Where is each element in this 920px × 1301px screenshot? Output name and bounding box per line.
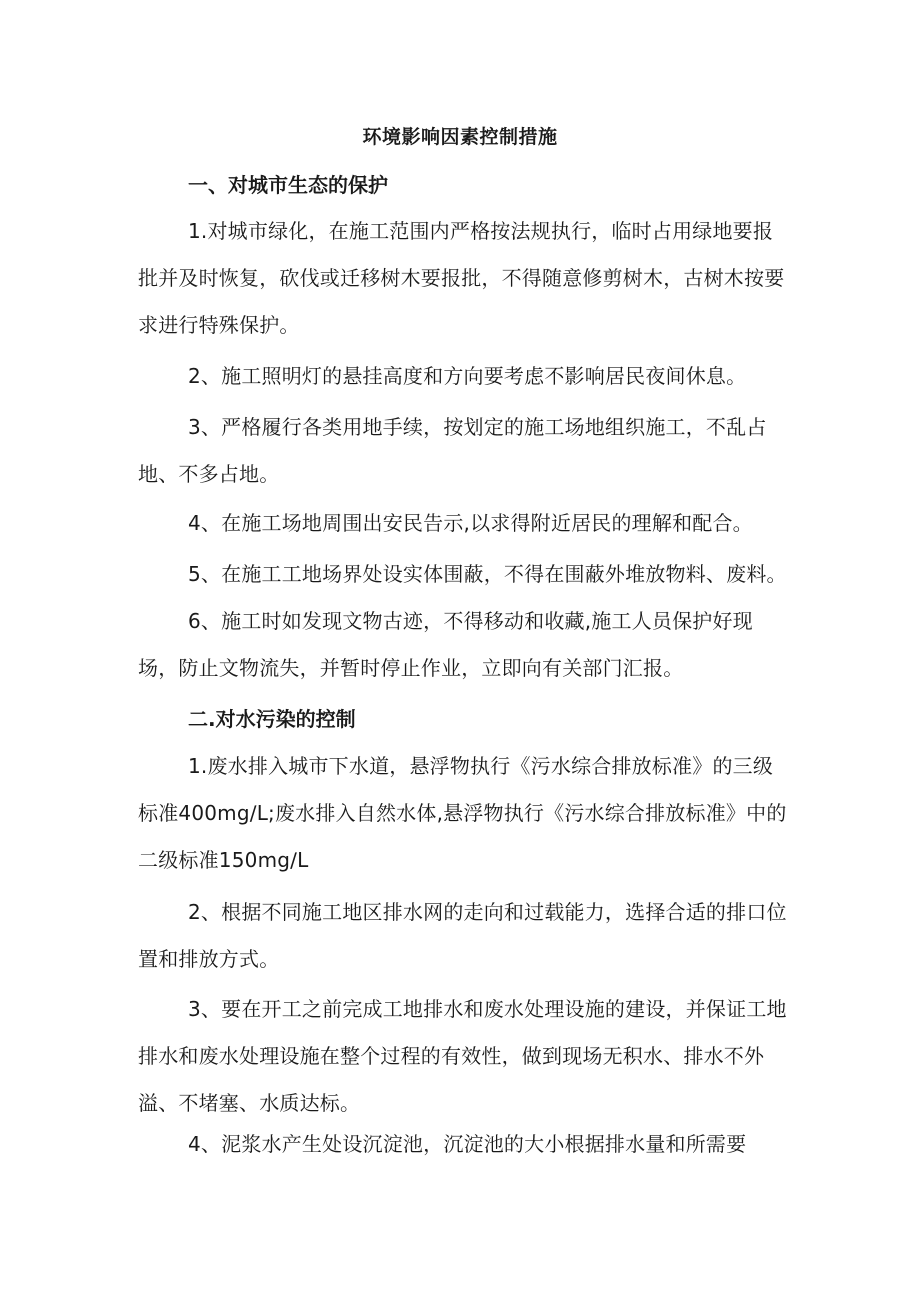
paragraph-1-6: 6、施工时如发现文物古迹，不得移动和收藏,施工人员保护好现场，防止文物流失，并暂时停止作业，立即向有关部门汇报。 [138, 609, 753, 680]
paragraph-2-1: 1.废水排入城市下水道，悬浮物执行《污水综合排放标准》的三级标准400mg∕L;废水排入自然水体,悬浮物执行《污水综合排放标准》中的二级标准150mg∕L [138, 754, 787, 872]
paragraph-2-4: 4、泥浆水产生处设沉淀池，沉淀池的大小根据排水量和所需要 [188, 1132, 747, 1156]
paragraph-1-2: 2、施工照明灯的悬挂高度和方向要考虑不影响居民夜间休息。 [188, 364, 747, 388]
document-title: 环境影响因素控制措施 [362, 126, 558, 148]
section-heading-water: 二.对水污染的控制 [188, 707, 356, 731]
paragraph-2-3: 3、要在开工之前完成工地排水和废水处理设施的建设，并保证工地排水和废水处理设施在整个过程的有效性，做到现场无积水、排水不外溢、不堵塞、水质达标。 [138, 997, 787, 1115]
paragraph-1-1: 1.对城市绿化，在施工范围内严格按法规执行，临时占用绿地要报批并及时恢复，砍伐或迁移树木要报批，不得随意修剪树木，古树木按要求进行特殊保护。 [138, 219, 785, 337]
section-heading-ecology: 一、对城市生态的保护 [188, 173, 388, 197]
paragraph-1-3: 3、严格履行各类用地手续，按划定的施工场地组织施工，不乱占地、不多占地。 [138, 415, 767, 486]
paragraph-1-5: 5、在施工工地场界处设实体围蔽，不得在围蔽外堆放物料、废料。 [188, 562, 787, 586]
paragraph-2-2: 2、根据不同施工地区排水网的走向和过载能力，选择合适的排口位置和排放方式。 [138, 900, 787, 971]
paragraph-1-4: 4、在施工场地周围出安民告示,以求得附近居民的理解和配合。 [188, 511, 753, 535]
